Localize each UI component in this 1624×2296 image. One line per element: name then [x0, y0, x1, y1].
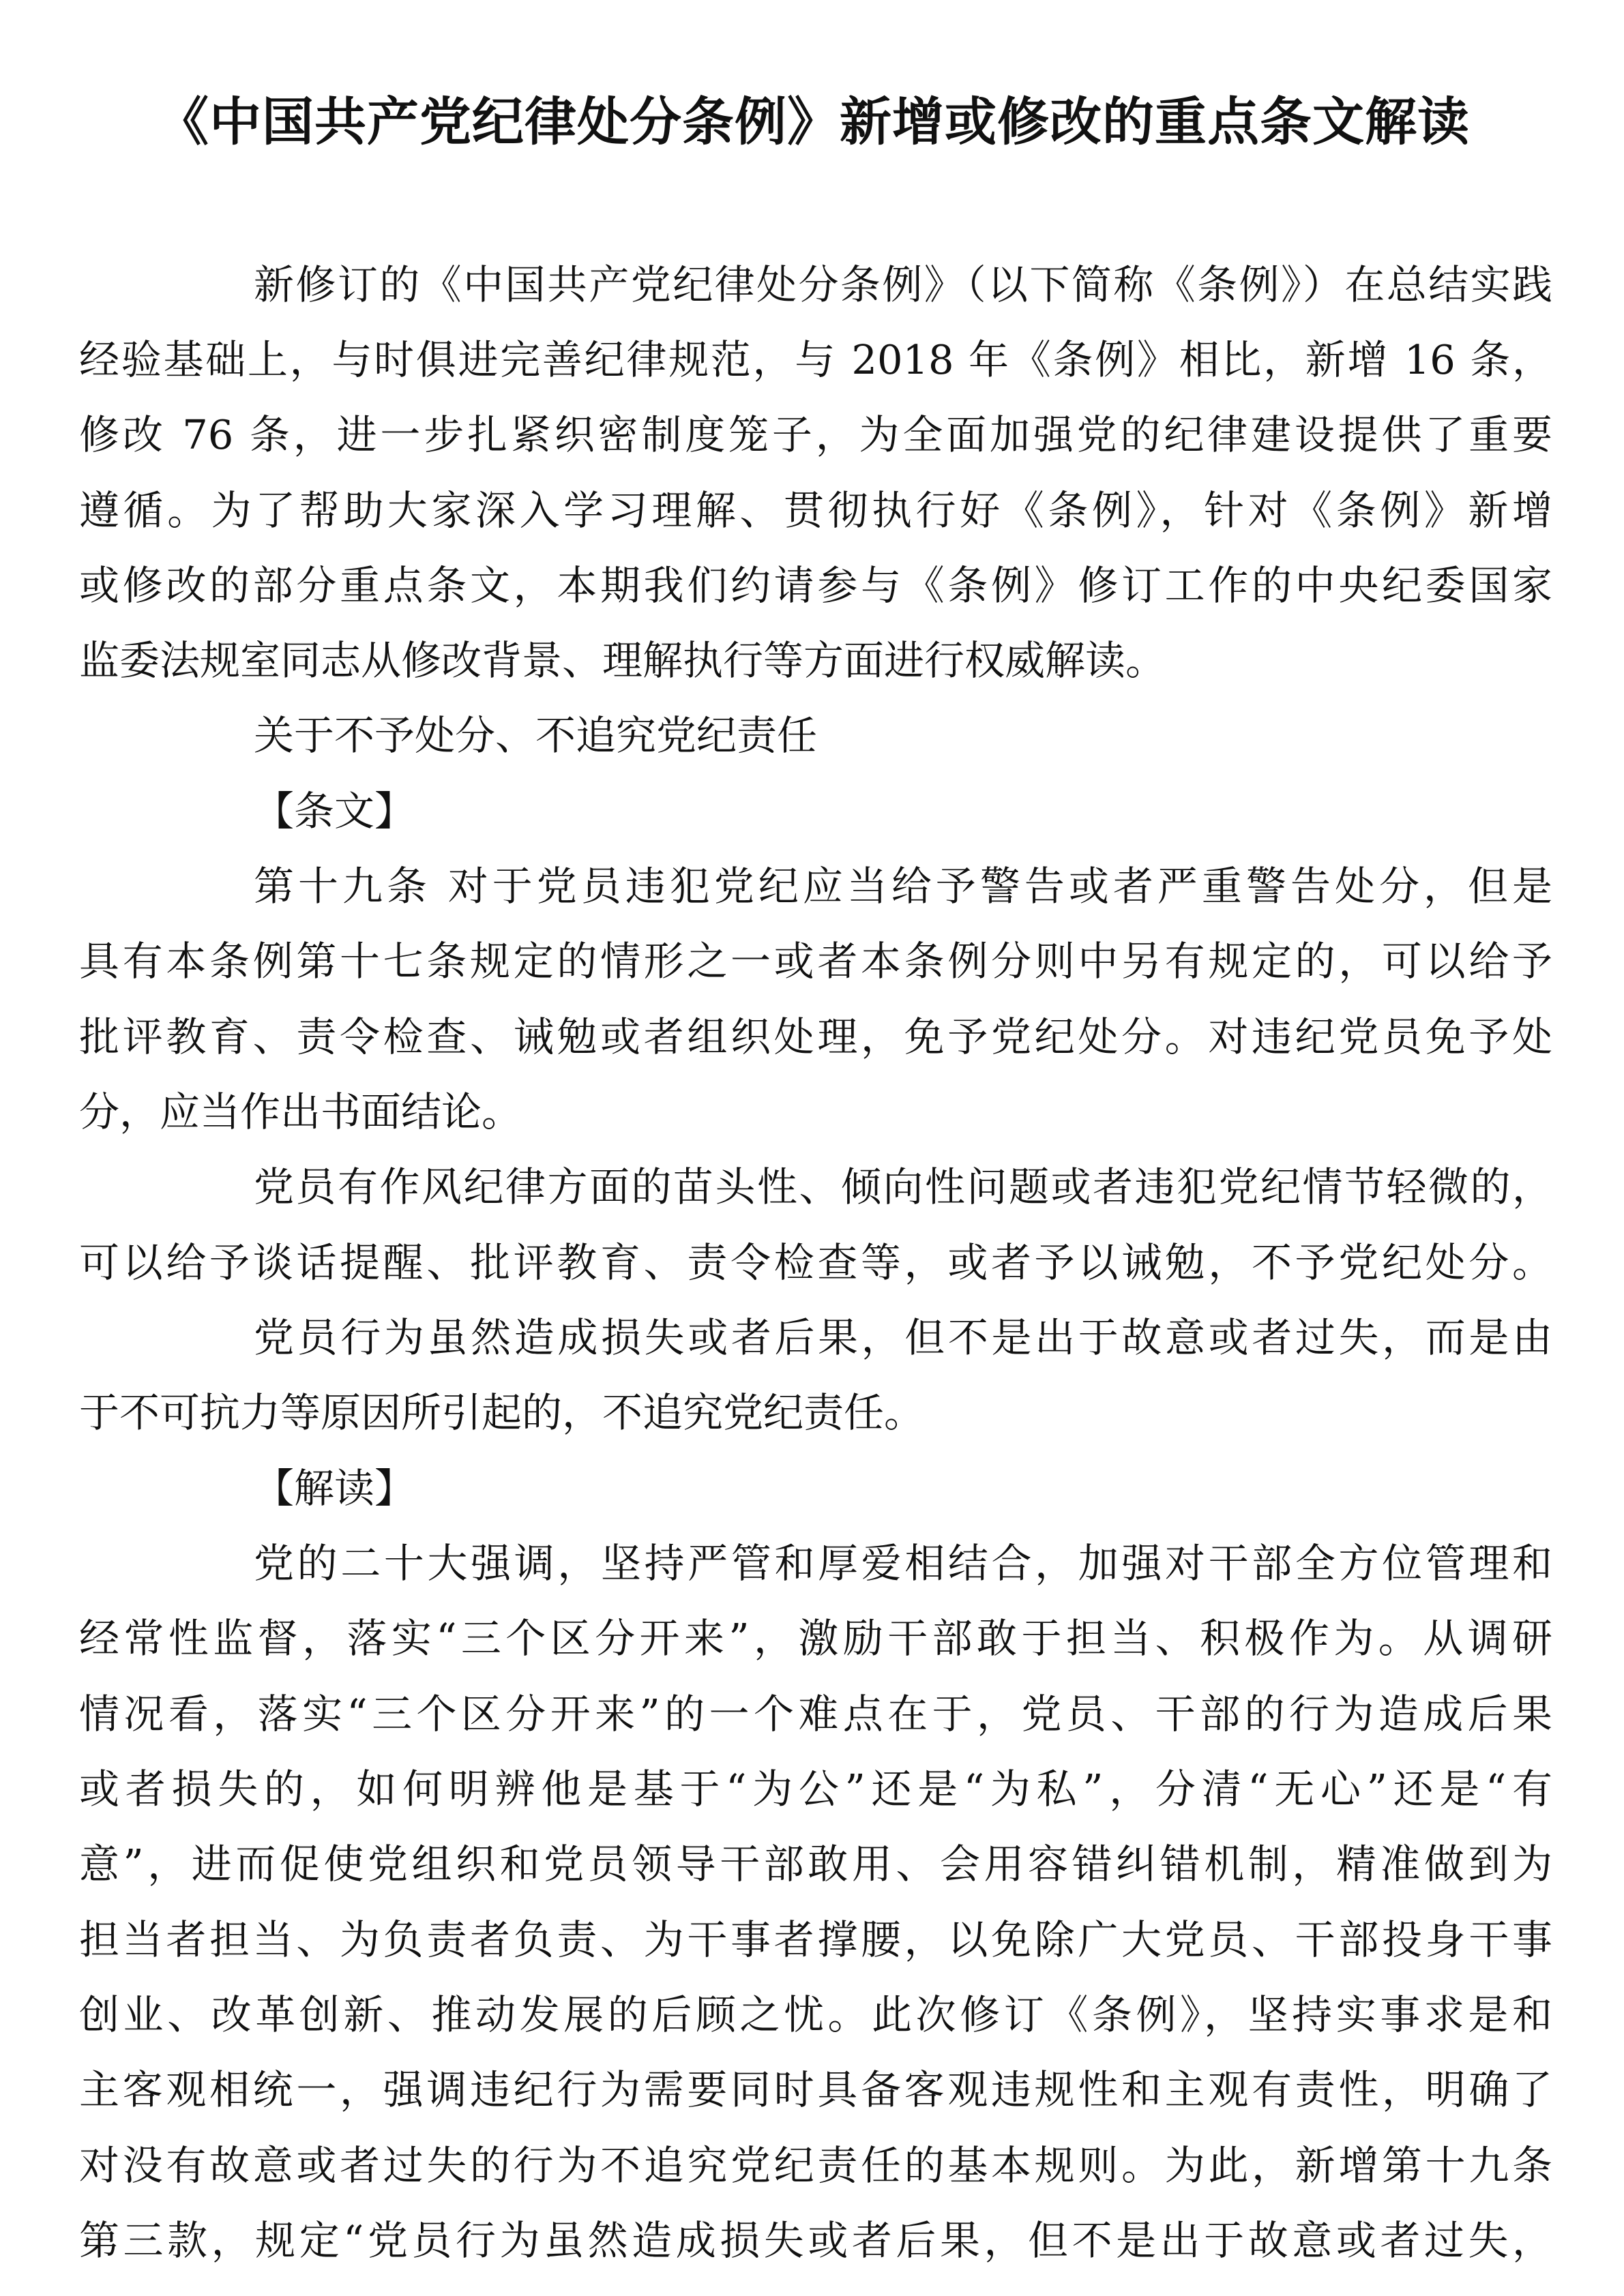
- paragraph-line: 第十九条 对于党员违犯党纪应当给予警告或者严重警告处分，但是: [254, 863, 1552, 910]
- paragraph-line: 修改 76 条，进一步扎紧织密制度笼子，为全面加强党的纪律建设提供了重要: [79, 411, 1552, 458]
- paragraph-line: 党的二十大强调，坚持严管和厚爱相结合，加强对干部全方位管理和: [254, 1540, 1552, 1587]
- paragraph-line: 党员行为虽然造成损失或者后果，但不是出于故意或者过失，而是由: [254, 1314, 1552, 1361]
- paragraph-line: 或者损失的，如何明辨他是基于“为公”还是“为私”，分清“无心”还是“有: [79, 1765, 1552, 1813]
- paragraph-line: 第三款，规定“党员行为虽然造成损失或者后果，但不是出于故意或者过失，: [79, 2217, 1552, 2264]
- paragraph-line: 经验基础上，与时俱进完善纪律规范，与 2018 年《条例》相比，新增 16 条，: [79, 336, 1552, 383]
- paragraph-line: 或修改的部分重点条文，本期我们约请参与《条例》修订工作的中央纪委国家: [79, 562, 1552, 609]
- document-title: 《中国共产党纪律处分条例》新增或修改的重点条文解读: [157, 91, 1470, 152]
- interpretation-label: 【解读】: [254, 1465, 415, 1512]
- paragraph-line: 遵循。为了帮助大家深入学习理解、贯彻执行好《条例》，针对《条例》新增: [79, 487, 1552, 534]
- paragraph-line: 主客观相统一，强调违纪行为需要同时具备客观违规性和主观有责性，明确了: [79, 2066, 1552, 2113]
- paragraph-line: 创业、改革创新、推动发展的后顾之忧。此次修订《条例》，坚持实事求是和: [79, 1991, 1552, 2038]
- paragraph-line: 具有本条例第十七条规定的情形之一或者本条例分则中另有规定的，可以给予: [79, 938, 1552, 985]
- paragraph-line: 对没有故意或者过失的行为不追究党纪责任的基本规则。为此，新增第十九条: [79, 2142, 1552, 2189]
- paragraph-line: 可以给予谈话提醒、批评教育、责令检查等，或者予以诫勉，不予党纪处分。: [79, 1239, 1552, 1286]
- paragraph-line: 分，应当作出书面结论。: [79, 1088, 522, 1135]
- provision-label: 【条文】: [254, 788, 415, 835]
- paragraph-line: 党员有作风纪律方面的苗头性、倾向性问题或者违犯党纪情节轻微的，: [254, 1163, 1552, 1210]
- section-heading: 关于不予处分、不追究党纪责任: [254, 712, 818, 759]
- paragraph-line: 情况看，落实“三个区分开来”的一个难点在于，党员、干部的行为造成后果: [79, 1690, 1552, 1738]
- paragraph-line: 于不可抗力等原因所引起的，不追究党纪责任。: [79, 1389, 925, 1436]
- paragraph-line: 担当者担当、为负责者负责、为干事者撑腰，以免除广大党员、干部投身干事: [79, 1916, 1552, 1963]
- paragraph-line: 意”，进而促使党组织和党员领导干部敢用、会用容错纠错机制，精准做到为: [79, 1840, 1552, 1888]
- paragraph-line: 新修订的《中国共产党纪律处分条例》（以下简称《条例》）在总结实践: [254, 261, 1552, 308]
- paragraph-line: 监委法规室同志从修改背景、理解执行等方面进行权威解读。: [79, 637, 1166, 684]
- paragraph-line: 经常性监督，落实“三个区分开来”，激励干部敢于担当、积极作为。从调研: [79, 1615, 1552, 1662]
- paragraph-line: 批评教育、责令检查、诫勉或者组织处理，免予党纪处分。对违纪党员免予处: [79, 1013, 1552, 1060]
